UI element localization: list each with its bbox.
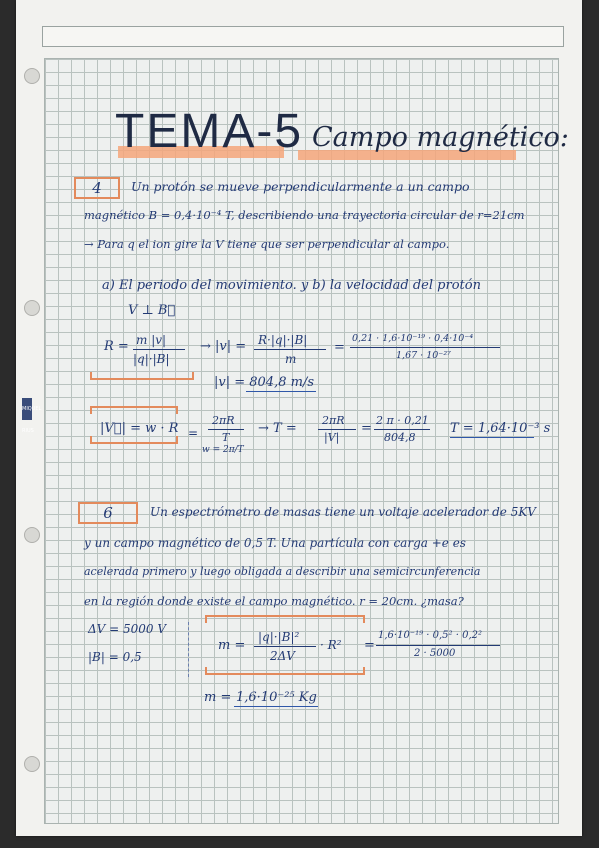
given-voltage: ΔV = 5000 V <box>88 622 167 636</box>
perp-condition: V ⊥ B⃗ <box>128 303 176 318</box>
binder-hole <box>24 756 40 772</box>
equals: = <box>364 638 375 653</box>
result-underline <box>234 706 318 707</box>
fraction-bar <box>254 646 316 647</box>
calc-t-den: 804,8 <box>384 431 416 444</box>
velocity-result: |v| = 804,8 m/s <box>214 375 314 390</box>
fraction-bar <box>376 645 500 646</box>
formula-m-r2: · R² <box>320 638 342 652</box>
bracket-highlight <box>90 406 178 414</box>
fraction-bar <box>374 429 430 430</box>
calc-v-den: 1,67 · 10⁻²⁷ <box>396 350 451 361</box>
formula-t-num: 2πR <box>322 414 345 427</box>
bracket-highlight <box>205 667 365 675</box>
formula-r-lhs: R = <box>104 339 129 354</box>
statement-line: Un protón se mueve perpendicularmente a un campo <box>131 179 470 194</box>
period-result: T = 1,64·10⁻³ s <box>450 421 551 436</box>
page-title: TEMA-5 <box>115 105 304 158</box>
problem-number: 4 <box>74 177 120 199</box>
fraction-bar <box>318 429 356 430</box>
formula-t-den: |V| <box>324 431 340 444</box>
statement-line: acelerada primero y luego obligada a describir una semicircunferencia <box>84 565 481 578</box>
calc-m-den: 2 · 5000 <box>414 648 456 659</box>
question-line: a) El periodo del movimiento. y b) la velocidad del protón <box>102 278 481 293</box>
statement-line: Un espectrómetro de masas tiene un voltaje acelerador de 5KV <box>150 505 536 519</box>
page-subtitle: Campo magnético: <box>312 122 569 153</box>
formula-v-den: m <box>285 352 297 366</box>
binder-hole <box>24 527 40 543</box>
fraction-bar <box>350 347 500 348</box>
calc-t-num: 2 π · 0,21 <box>376 414 429 427</box>
formula-m-den: 2ΔV <box>270 649 295 663</box>
omega-definition: w = 2π/T <box>202 445 244 455</box>
equals: = <box>334 340 345 355</box>
formula-v-lhs: → |v| = <box>200 339 247 354</box>
formula-w-lhs: |V⃗| = w · R <box>100 421 179 436</box>
statement-line: y un campo magnético de 0,5 T. Una partícula con carga +e es <box>84 536 466 550</box>
binder-hole <box>24 300 40 316</box>
bracket-highlight <box>90 372 194 380</box>
calc-v-num: 0,21 · 1,6·10⁻¹⁹ · 0,4·10⁻⁴ <box>352 333 474 344</box>
statement-line: en la región donde existe el campo magnético. r = 20cm. ¿masa? <box>84 594 464 608</box>
result-underline <box>450 437 534 438</box>
calc-m-num: 1,6·10⁻¹⁹ · 0,5² · 0,2² <box>378 630 482 641</box>
mass-result-lhs: m = <box>204 690 232 705</box>
fraction-bar <box>254 349 326 350</box>
fraction-bar <box>133 349 185 350</box>
header-box <box>42 26 564 47</box>
mass-result: 1,6·10⁻²⁵ Kg <box>236 690 317 705</box>
formula-m-lhs: m = <box>218 638 246 653</box>
statement-line: magnético B = 0,4·10⁻⁴ T, describiendo una trayectoria circular de r=21cm <box>84 208 525 222</box>
formula-w-den: T <box>222 431 230 444</box>
formula-v-num: R·|q|·|B| <box>258 333 308 347</box>
formula-r-num: m |v| <box>136 333 167 347</box>
equals: = <box>361 421 372 436</box>
equals: = <box>188 426 199 440</box>
fraction-bar <box>208 429 244 430</box>
brand-tab: MIQUEL RIUS <box>22 398 32 420</box>
problem-number: 6 <box>78 502 138 524</box>
result-underline <box>246 391 316 392</box>
formula-m-num: |q|·|B|² <box>258 630 300 644</box>
statement-line: → Para q el ion gire la V tiene que ser perpendicular al campo. <box>84 237 450 251</box>
given-field: |B| = 0,5 <box>88 650 142 664</box>
bracket-highlight <box>90 436 178 444</box>
divider <box>188 622 189 677</box>
bracket-highlight <box>205 615 365 623</box>
binder-hole <box>24 68 40 84</box>
formula-w-num: 2πR <box>212 414 235 427</box>
formula-r-den: |q|·|B| <box>133 352 170 366</box>
formula-t-lhs: → T = <box>258 421 297 436</box>
